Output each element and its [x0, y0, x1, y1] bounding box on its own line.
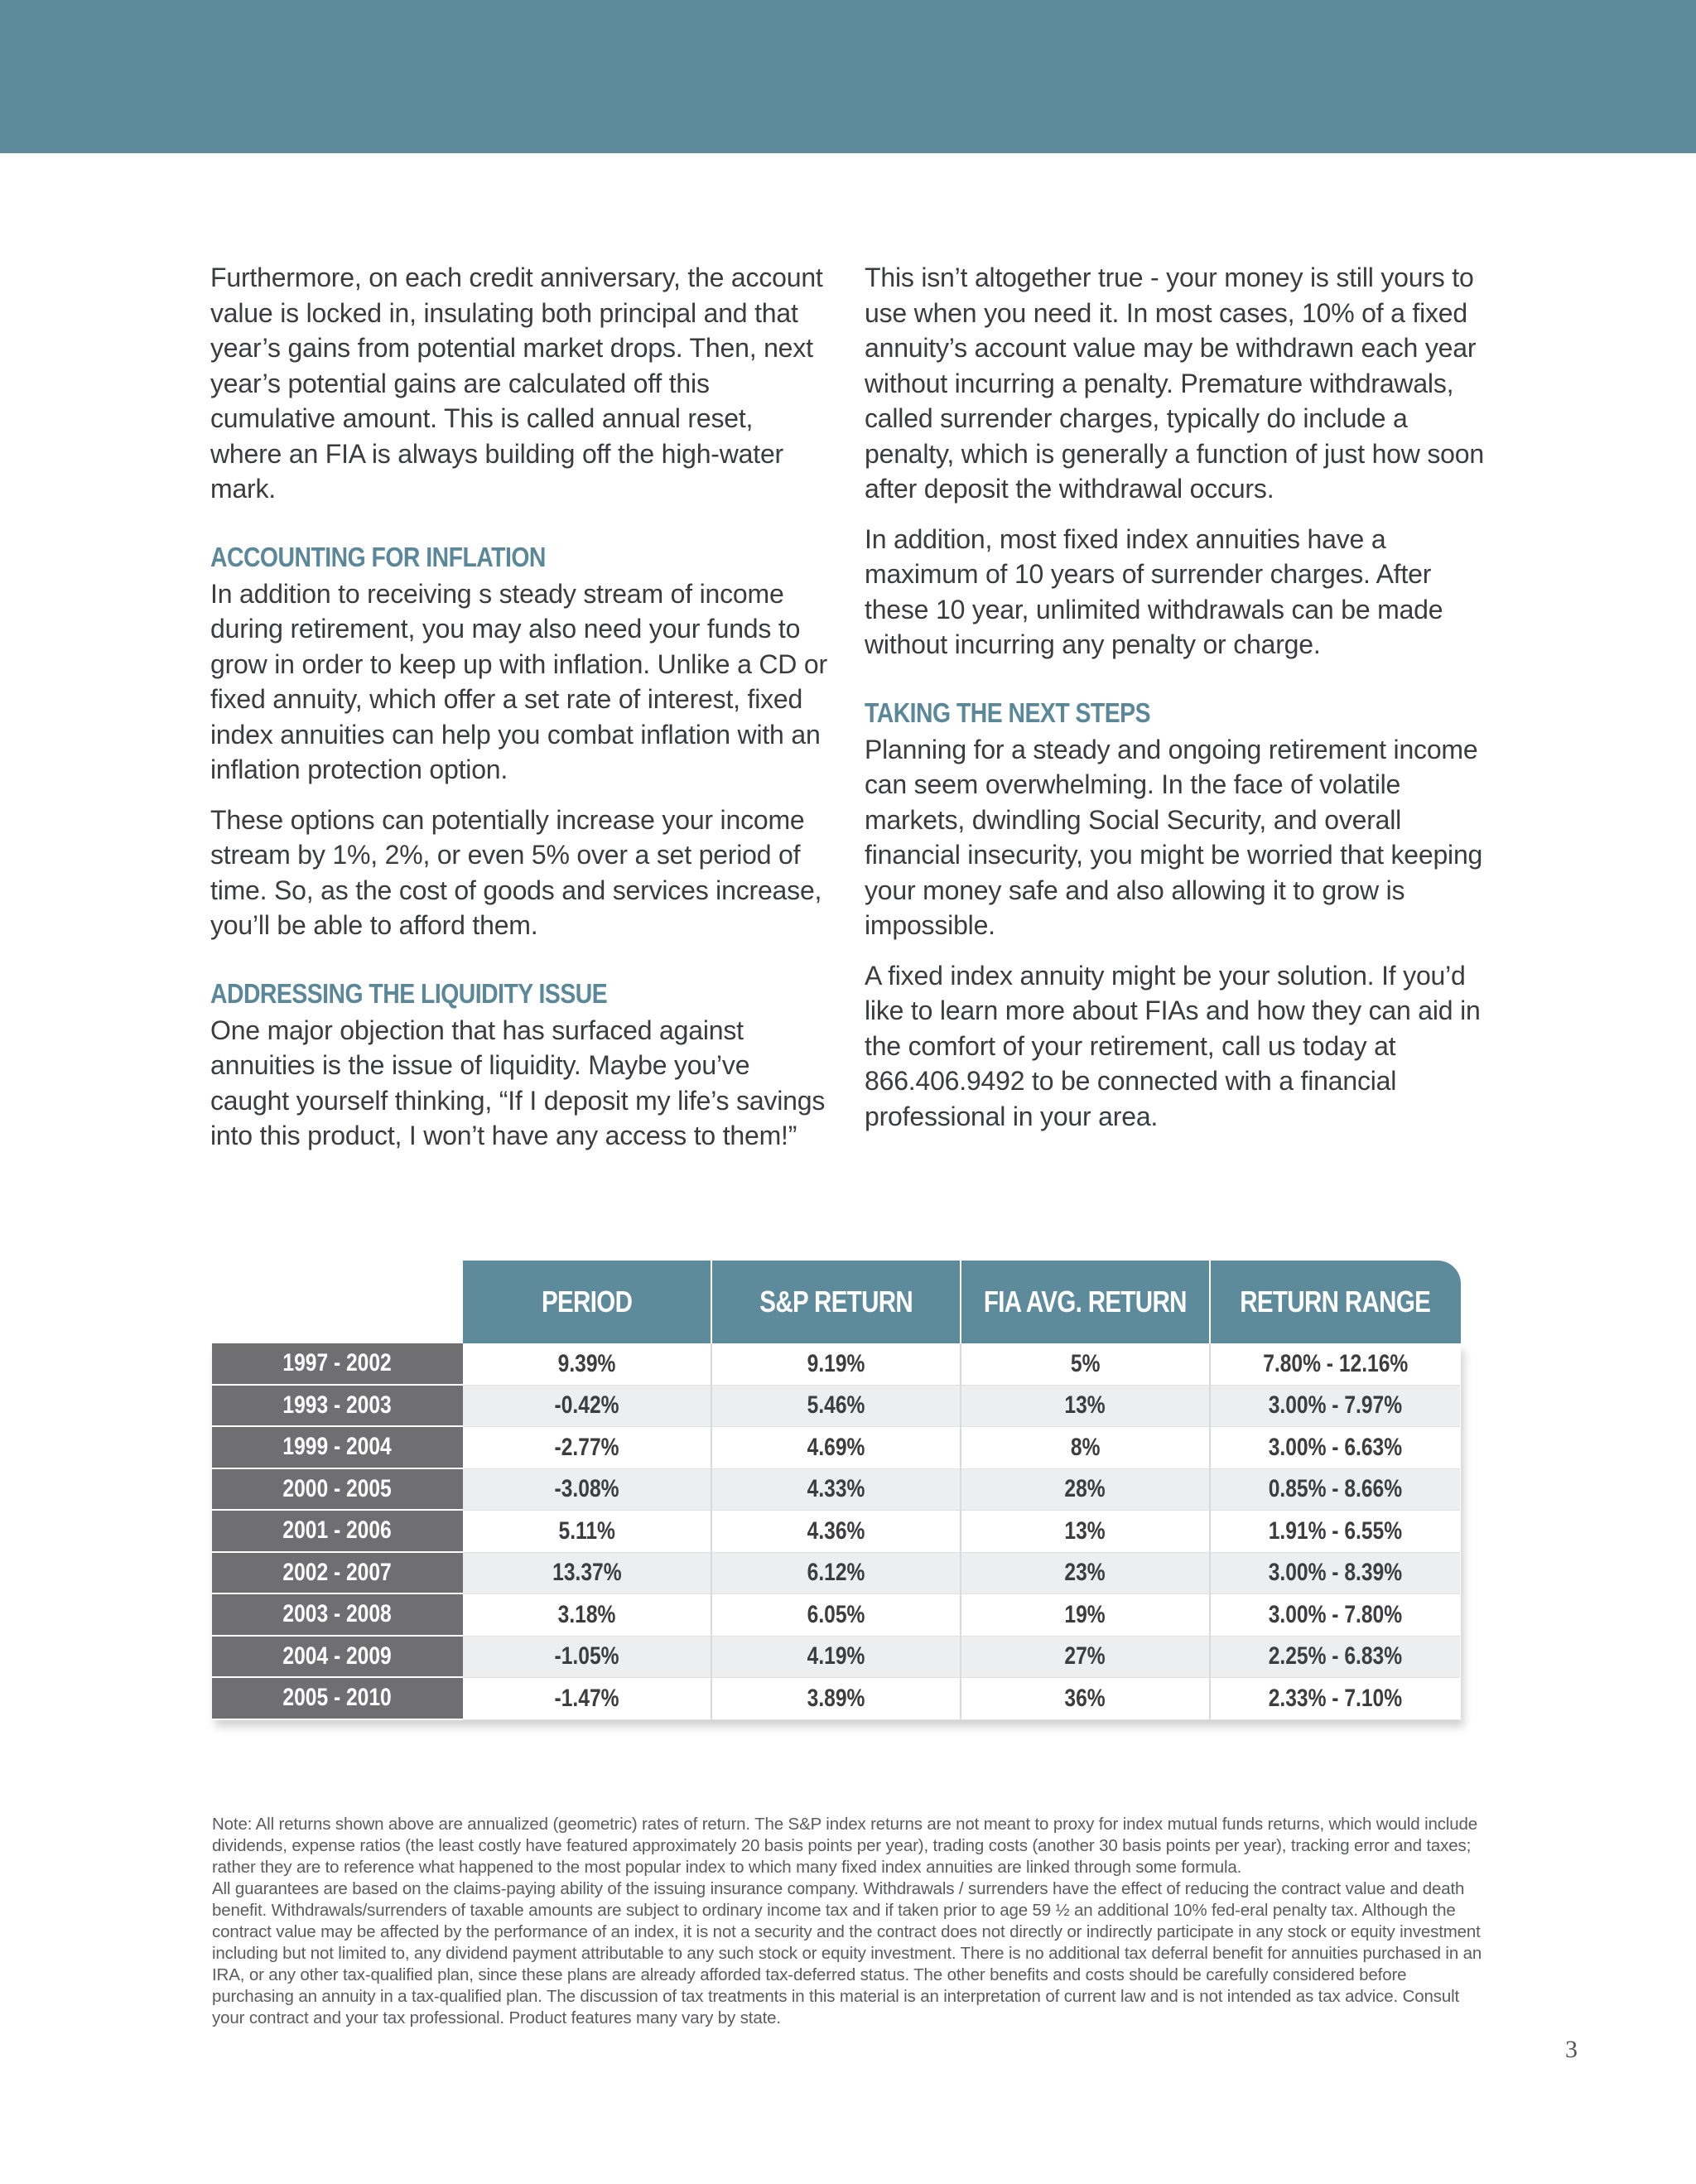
heading-next-steps: TAKING THE NEXT STEPS	[865, 697, 1151, 728]
left-column	[210, 260, 831, 1169]
paragraph-annual-reset: Furthermore, on each credit anniversary, the account value is locked in, insulating both principal and that year’s gains from potential market drops. Then, next year’s potential gains are calculated off this cumulative amount. This is called annual reset, where an FIA is always building off the high-water mark.	[210, 263, 823, 504]
heading-liquidity: ADDRESSING THE LIQUIDITY ISSUE	[210, 977, 608, 1009]
table-row	[212, 1343, 1461, 1386]
cell-period: 3.18%	[463, 1594, 712, 1637]
cell-fia-avg-return: 13%	[961, 1511, 1211, 1553]
cell-return-range: 2.33% - 7.10%	[1211, 1678, 1460, 1720]
cell-return-range: 3.00% - 7.97%	[1211, 1386, 1460, 1428]
cell-period: 13.37%	[463, 1553, 712, 1595]
table-header	[463, 1261, 1461, 1343]
note-guarantees: All guarantees are based on the claims-paying ability of the issuing insurance company. Withdrawals / surrenders have the effect of reducing the contract value and death benefit. Withdrawals/surrenders of taxable amounts are subject to ordinary income tax and if taken prior to age 59 ½ an additional 10% fed-eral penalty tax. Although the contract value may be affected by the performance of an index, it is not a security and the contract does not directly or indirectly participate in any stock or equity investment including but not limited to, any dividend payment attributable to any such stock or equity investment. There is no additional tax deferral benefit for annuities purchased in an IRA, or any other tax-qualified plan, since these plans are already afforded tax-deferred status. The other benefits and costs should be carefully considered before purchasing an annuity in a tax-qualified plan. The discussion of tax treatments in this material is an interpretation of current law and is not intended as tax advice. Consult your contract and your tax professional. Product features many vary by state.	[212, 1879, 1482, 2027]
cell-sp-return: 4.36%	[712, 1511, 961, 1553]
row-label: 1997 - 2002	[212, 1343, 463, 1386]
cell-fia-avg-return: 23%	[961, 1553, 1211, 1595]
row-label: 2000 - 2005	[212, 1469, 463, 1511]
cell-return-range: 7.80% - 12.16%	[1211, 1343, 1460, 1386]
table-row	[212, 1469, 1461, 1511]
cell-fia-avg-return: 5%	[961, 1343, 1211, 1386]
table-row	[212, 1553, 1461, 1595]
heading-inflation: ACCOUNTING FOR INFLATION	[210, 541, 546, 572]
note-returns: Note: All returns shown above are annualized (geometric) rates of return. The S&P index returns are not meant to proxy for index mutual funds returns, which would include dividends, expense ratios (the least costly have featured approximately 20 basis points per year), trading costs (another 30 basis points per year), tracking error and taxes; rather they are to reference what happened to the most popular index to which many fixed index annuities are linked through some formula.	[212, 1815, 1478, 1877]
row-label: 1993 - 2003	[212, 1386, 463, 1428]
table-row	[212, 1594, 1461, 1637]
table-body	[212, 1343, 1461, 1720]
cell-return-range: 0.85% - 8.66%	[1211, 1469, 1460, 1511]
table-row	[212, 1678, 1461, 1720]
cell-fia-avg-return: 19%	[961, 1594, 1211, 1637]
cell-sp-return: 6.05%	[712, 1594, 961, 1637]
table-row	[212, 1427, 1461, 1469]
header-fia-avg-return: FIA AVG. RETURN	[961, 1261, 1211, 1343]
cell-sp-return: 4.33%	[712, 1469, 961, 1511]
table-row	[212, 1386, 1461, 1428]
row-label: 2002 - 2007	[212, 1553, 463, 1595]
header-period: PERIOD	[463, 1261, 712, 1343]
row-label: 2003 - 2008	[212, 1594, 463, 1637]
cell-fia-avg-return: 28%	[961, 1469, 1211, 1511]
paragraph-planning: Planning for a steady and ongoing retirement income can seem overwhelming. In the face of volatile markets, dwindling Social Security, and overall financial insecurity, you might be worried that keeping your money safe and also allowing it to grow is impossible.	[865, 734, 1483, 940]
header-return-range: RETURN RANGE	[1240, 1285, 1431, 1319]
paragraph-inflation: In addition to receiving s steady stream of income during retirement, you may also need your funds to grow in order to keep up with inflation. Unlike a CD or fixed annuity, which offer a set rate of interest, fixed index annuities can help you combat inflation with an inflation protection option.	[210, 578, 827, 784]
row-label: 2005 - 2010	[212, 1678, 463, 1720]
table-row	[212, 1511, 1461, 1553]
cell-period: -1.05%	[463, 1637, 712, 1679]
cell-return-range: 3.00% - 8.39%	[1211, 1553, 1460, 1595]
returns-table	[212, 1261, 1461, 1724]
row-label: 2004 - 2009	[212, 1637, 463, 1679]
paragraph-withdrawals: This isn’t altogether true - your money is still yours to use when you need it. In most cases, 10% of a fixed annuity’s account value may be withdrawn each year without incurring a penalty. Premature withdrawals, called surrender charges, typically do include a penalty, which is generally a function of just how soon after deposit the withdrawal occurs.	[865, 263, 1484, 504]
table-row	[212, 1637, 1461, 1679]
right-column	[865, 260, 1486, 1149]
paragraph-call-to-action: A fixed index annuity might be your solution. If you’d like to learn more about FIAs and how they can aid in the comfort of your retirement, call us today at 866.406.9492 to be connected with a financial professional in your area.	[865, 960, 1481, 1131]
cell-period: -3.08%	[463, 1469, 712, 1511]
cell-period: -1.47%	[463, 1678, 712, 1720]
cell-fia-avg-return: 27%	[961, 1637, 1211, 1679]
cell-return-range: 3.00% - 7.80%	[1211, 1594, 1460, 1637]
cell-sp-return: 4.19%	[712, 1637, 961, 1679]
cell-period: 9.39%	[463, 1343, 712, 1386]
cell-sp-return: 4.69%	[712, 1427, 961, 1469]
cell-return-range: 1.91% - 6.55%	[1211, 1511, 1460, 1553]
cell-sp-return: 6.12%	[712, 1553, 961, 1595]
row-label: 2001 - 2006	[212, 1511, 463, 1553]
header-band	[0, 0, 1696, 153]
page-number: 3	[1565, 2036, 1578, 2063]
cell-sp-return: 3.89%	[712, 1678, 961, 1720]
cell-fia-avg-return: 36%	[961, 1678, 1211, 1720]
row-label: 1999 - 2004	[212, 1427, 463, 1469]
cell-return-range: 3.00% - 6.63%	[1211, 1427, 1460, 1469]
cell-sp-return: 9.19%	[712, 1343, 961, 1386]
paragraph-liquidity: One major objection that has surfaced against annuities is the issue of liquidity. Maybe you’ve caught yourself thinking, “If I deposit my life’s savings into this product, I won’t have any access to them!”	[210, 1015, 826, 1150]
cell-period: -2.77%	[463, 1427, 712, 1469]
cell-period: -0.42%	[463, 1386, 712, 1428]
disclaimer-notes	[212, 1814, 1484, 2029]
paragraph-income-increase: These options can potentially increase your income stream by 1%, 2%, or even 5% over a set period of time. So, as the cost of goods and services increase, you’ll be able to afford them.	[210, 804, 822, 940]
cell-sp-return: 5.46%	[712, 1386, 961, 1428]
paragraph-surrender-charges: In addition, most fixed index annuities have a maximum of 10 years of surrender charges. After these 10 year, unlimited withdrawals can be made without incurring any penalty or charge.	[865, 523, 1443, 659]
cell-period: 5.11%	[463, 1511, 712, 1553]
cell-return-range: 2.25% - 6.83%	[1211, 1637, 1460, 1679]
cell-fia-avg-return: 8%	[961, 1427, 1211, 1469]
header-sp-return: S&P RETURN	[712, 1261, 961, 1343]
cell-fia-avg-return: 13%	[961, 1386, 1211, 1428]
